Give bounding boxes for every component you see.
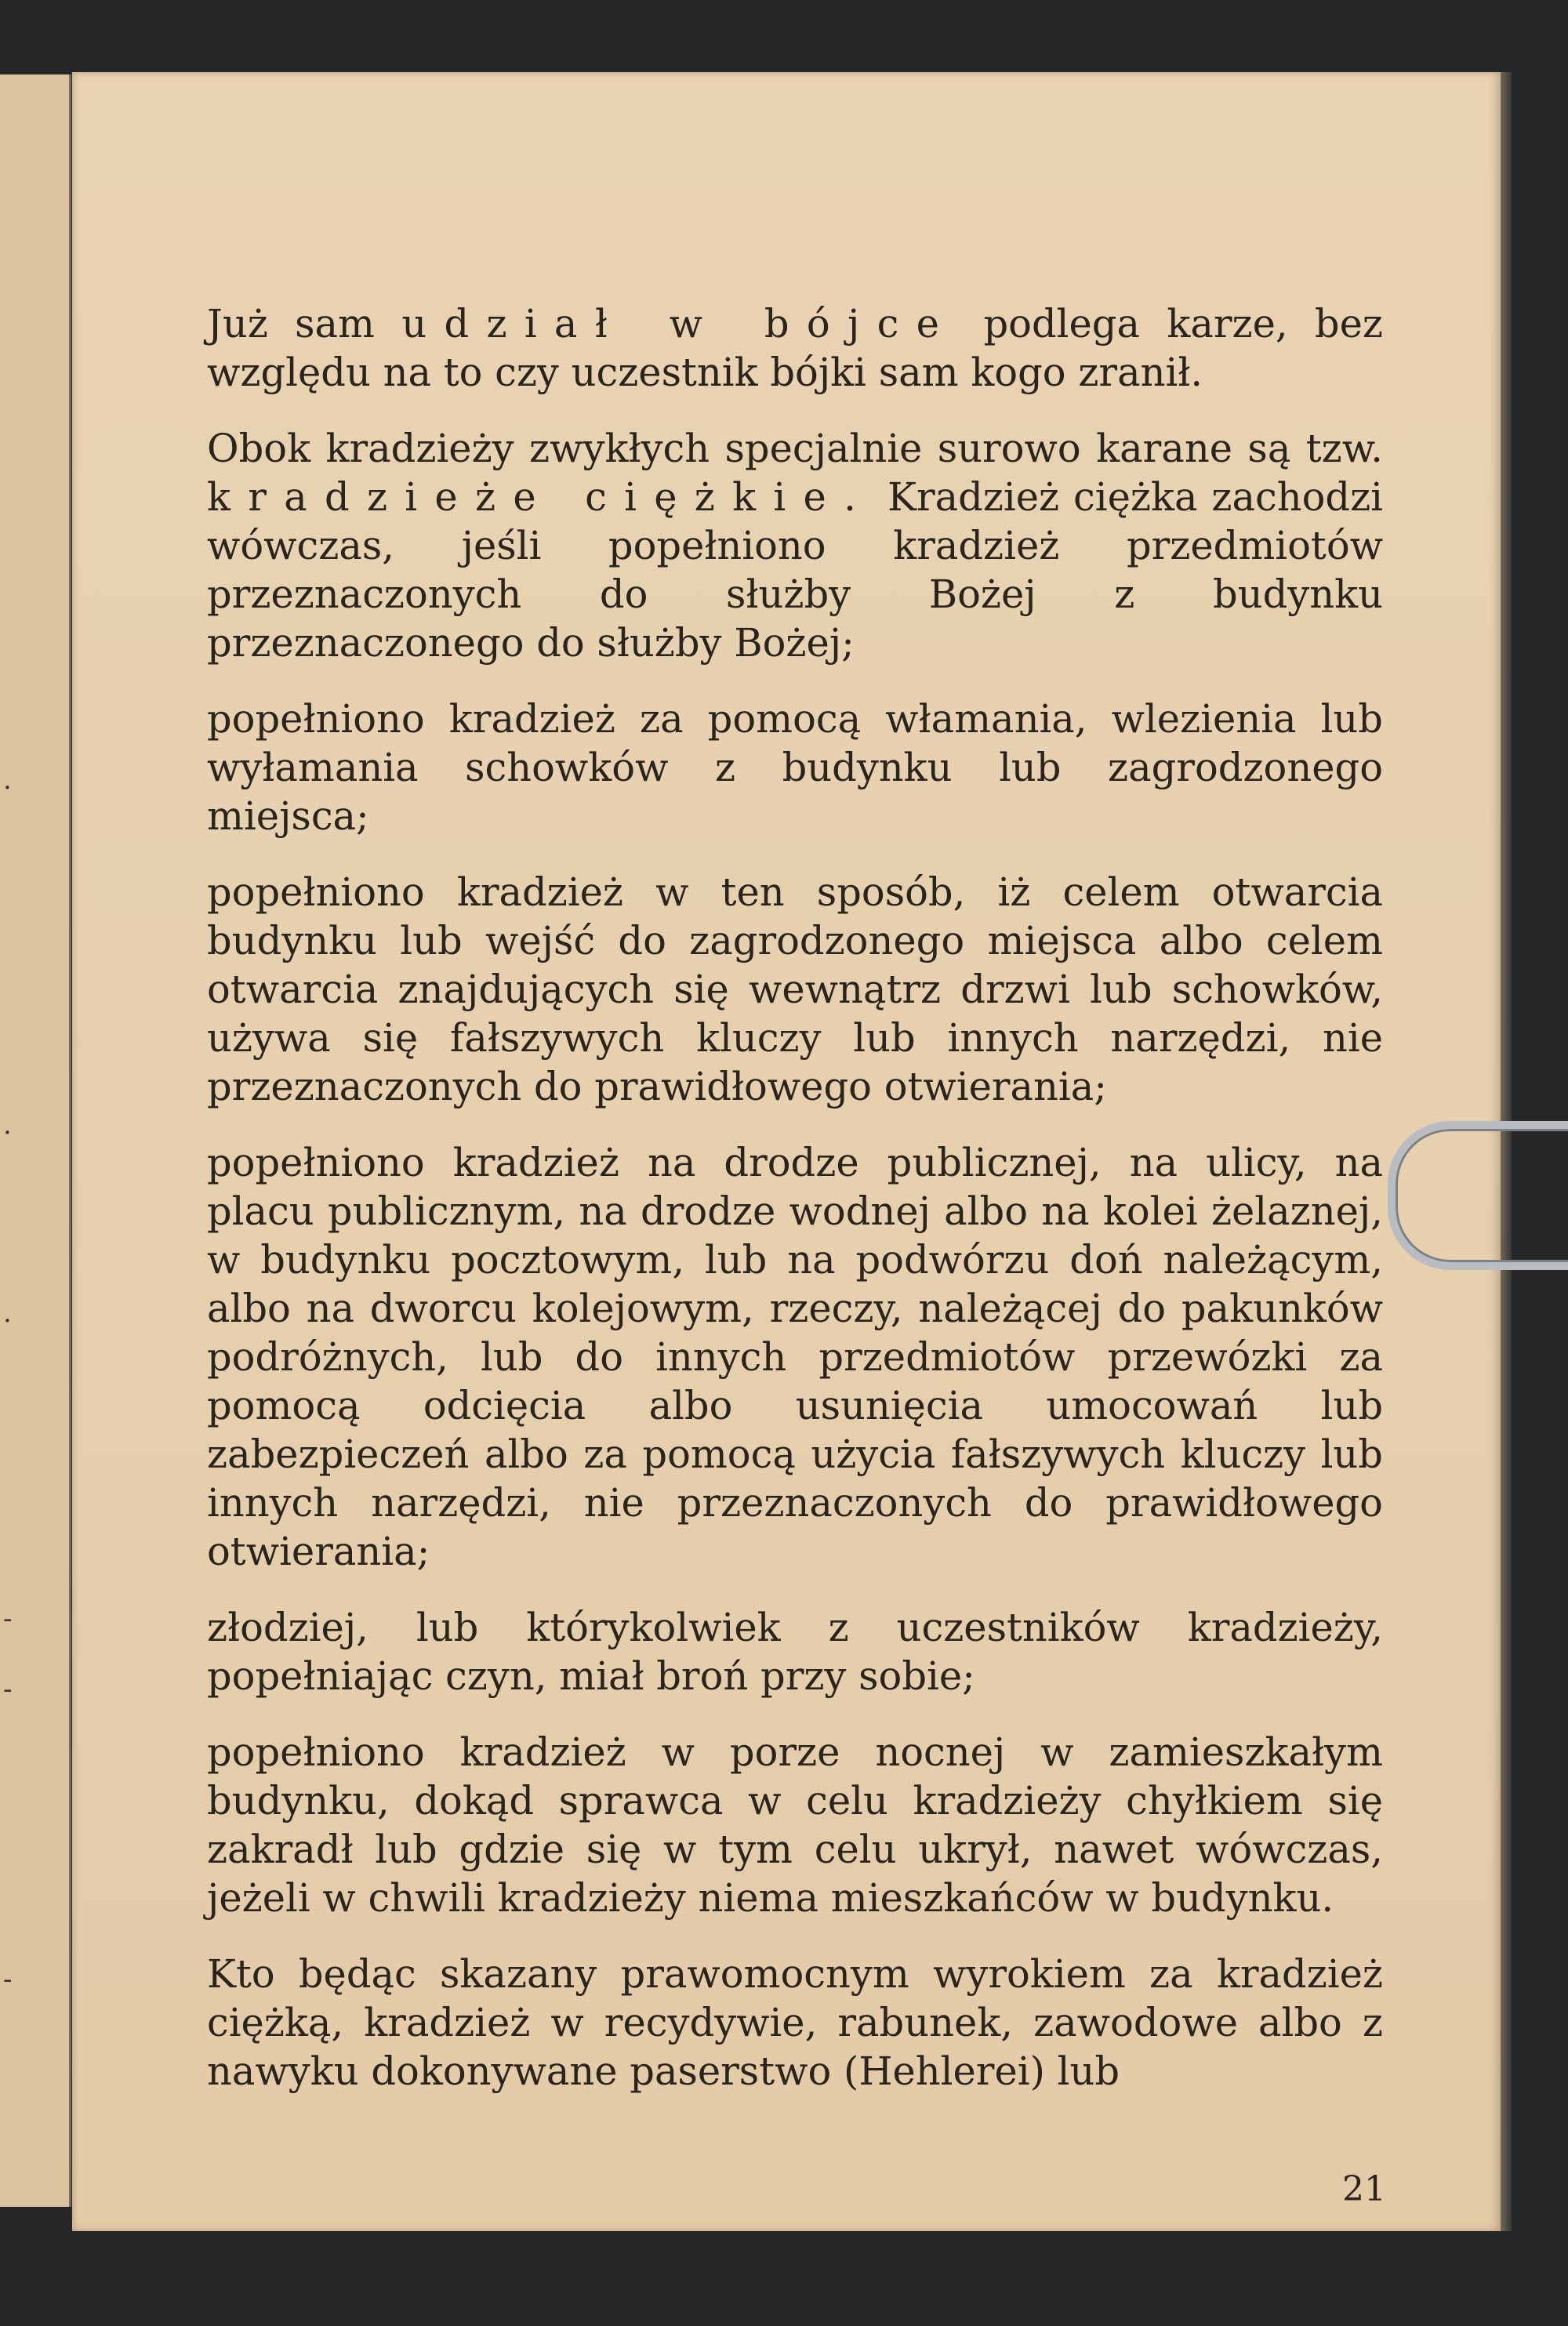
- paragraph: [207, 1728, 1383, 1922]
- emphasized-term: kradzieże ciężkie.: [207, 474, 874, 520]
- text-run: Kradzież ciężka zachodzi wówczas, jeśli popełniono kradzież przedmiotów przeznaczonych do służby Bożej z budynku przeznaczonego do służby Bożej;: [207, 474, 1383, 666]
- emphasized-term: udział w bójce: [401, 301, 957, 347]
- text-run: podlega karze, bez względu na to czy uczestnik bójki sam kogo zranił.: [207, 301, 1383, 395]
- text-run: Obok kradzieży zwykłych specjalnie surowo karane są tzw.: [207, 426, 1383, 471]
- text-run: popełniono kradzież na drodze publicznej, na ulicy, na placu publicznym, na drodze wodnej albo na kolei żelaznej, w budynku pocztowym, lub na podwórzu doń należącym, albo na dworcu kolejowym, rzeczy, należącej do pakunków podróżnych, lub do innych przedmiotów przewózki za pomocą odcięcia albo usunięcia umocowań lub zabezpieczeń albo za pomocą użycia fałszywych kluczy lub innych narzędzi, nie przeznaczonych do prawidłowego otwierania;: [207, 1140, 1383, 1574]
- text-run: popełniono kradzież w porze nocnej w zamieszkałym budynku, dokąd sprawca w celu kradzieży chyłkiem się zakradł lub gdzie się w tym celu ukrył, nawet wówczas, jeżeli w chwili kradzieży niema mieszkańców w budynku.: [207, 1729, 1383, 1921]
- text-run: Już sam: [207, 301, 402, 347]
- left-page-marks: . . . - - -: [3, 764, 13, 1995]
- left-page-edge: [0, 74, 71, 2207]
- paper-clip: [1388, 1121, 1568, 1270]
- paragraph: [207, 299, 1383, 397]
- page-text: [207, 299, 1383, 2123]
- text-run: popełniono kradzież za pomocą włamania, wlezienia lub wyłamania schowków z budynku lub zagrodzonego miejsca;: [207, 696, 1383, 839]
- book-page: [72, 72, 1501, 2231]
- text-run: Kto będąc skazany prawomocnym wyrokiem za kradzież ciężką, kradzież w recydywie, rabunek, zawodowe albo z nawyku dokonywane paserstwo (Hehlerei) lub: [207, 1951, 1383, 2094]
- paragraph: [207, 424, 1383, 667]
- paragraph: [207, 1603, 1383, 1700]
- paragraph: [207, 868, 1383, 1111]
- page-number: 21: [1342, 2169, 1386, 2209]
- paragraph: [207, 1950, 1383, 2096]
- text-run: popełniono kradzież w ten sposób, iż celem otwarcia budynku lub wejść do zagrodzonego miejsca albo celem otwarcia znajdujących się wewnątrz drzwi lub schowków, używa się fałszywych kluczy lub innych narzędzi, nie przeznaczonych do prawidłowego otwierania;: [207, 869, 1383, 1109]
- paragraph: [207, 1138, 1383, 1576]
- text-run: złodziej, lub którykolwiek z uczestników kradzieży, popełniając czyn, miał broń przy sobie;: [207, 1605, 1383, 1699]
- paragraph: [207, 695, 1383, 840]
